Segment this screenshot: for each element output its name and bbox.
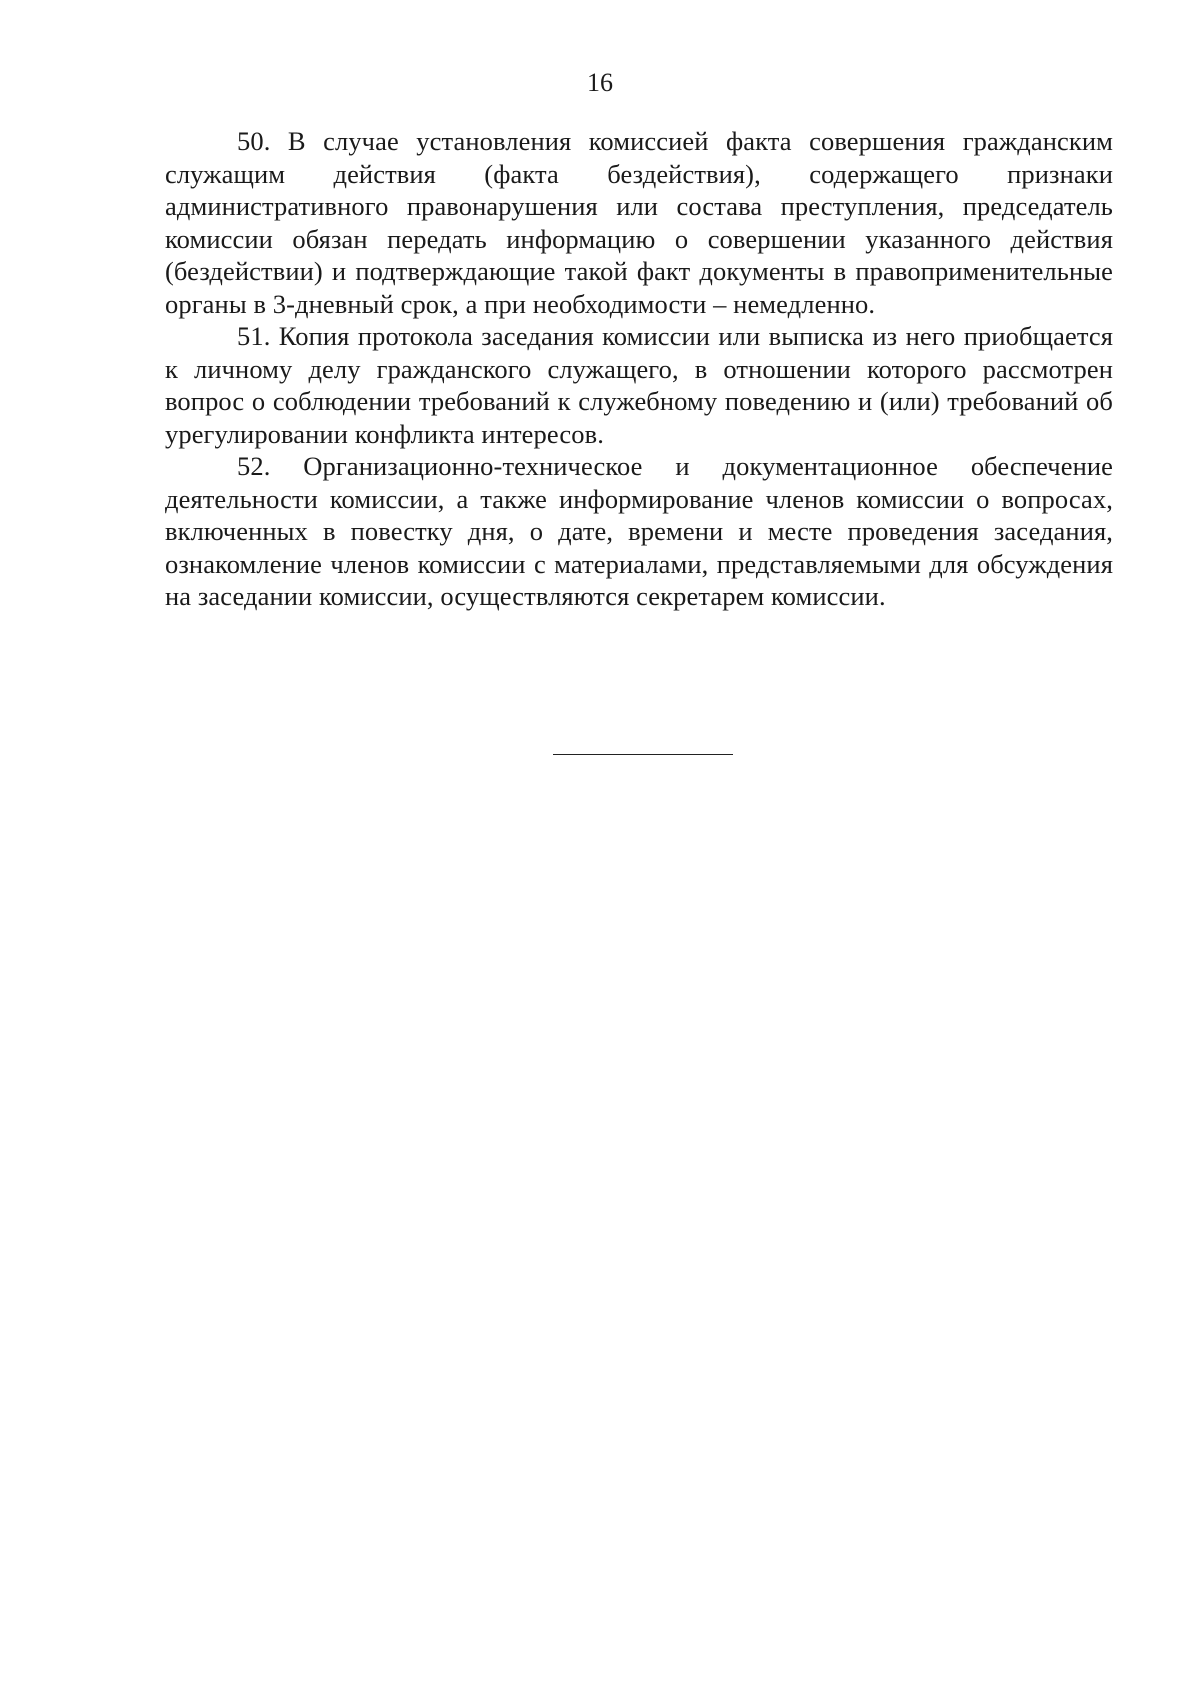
paragraph-50: 50. В случае установления комиссией факта совершения гражданским служащим действия (факта бездействия), содержащего признаки административного правонарушения или состава преступления, председатель комиссии обязан передать информацию о совершении указанного действия (бездействии) и подтверждающие такой факт документы в правоприменительные органы в 3-дневный срок, а при необходимости – немедленно. xyxy=(165,126,1113,319)
page-number: 16 xyxy=(587,68,613,97)
paragraph-51: 51. Копия протокола заседания комиссии или выписка из него приобщается к личному делу гражданского служащего, в отношении которого рассмотрен вопрос о соблюдении требований к служебному поведению и (или) требований об урегулировании конфликта интересов. xyxy=(165,321,1113,449)
paragraph-52: 52. Организационно-техническое и документационное обеспечение деятельности комиссии, а также информирование членов комиссии о вопросах, включенных в повестку дня, о дате, времени и месте проведения заседания, ознакомление членов комиссии с материалами, представляемыми для обсуждения на заседании комиссии, осуществляются секретарем комиссии. xyxy=(165,451,1113,611)
document-body xyxy=(165,125,1113,613)
closing-divider xyxy=(553,754,733,755)
